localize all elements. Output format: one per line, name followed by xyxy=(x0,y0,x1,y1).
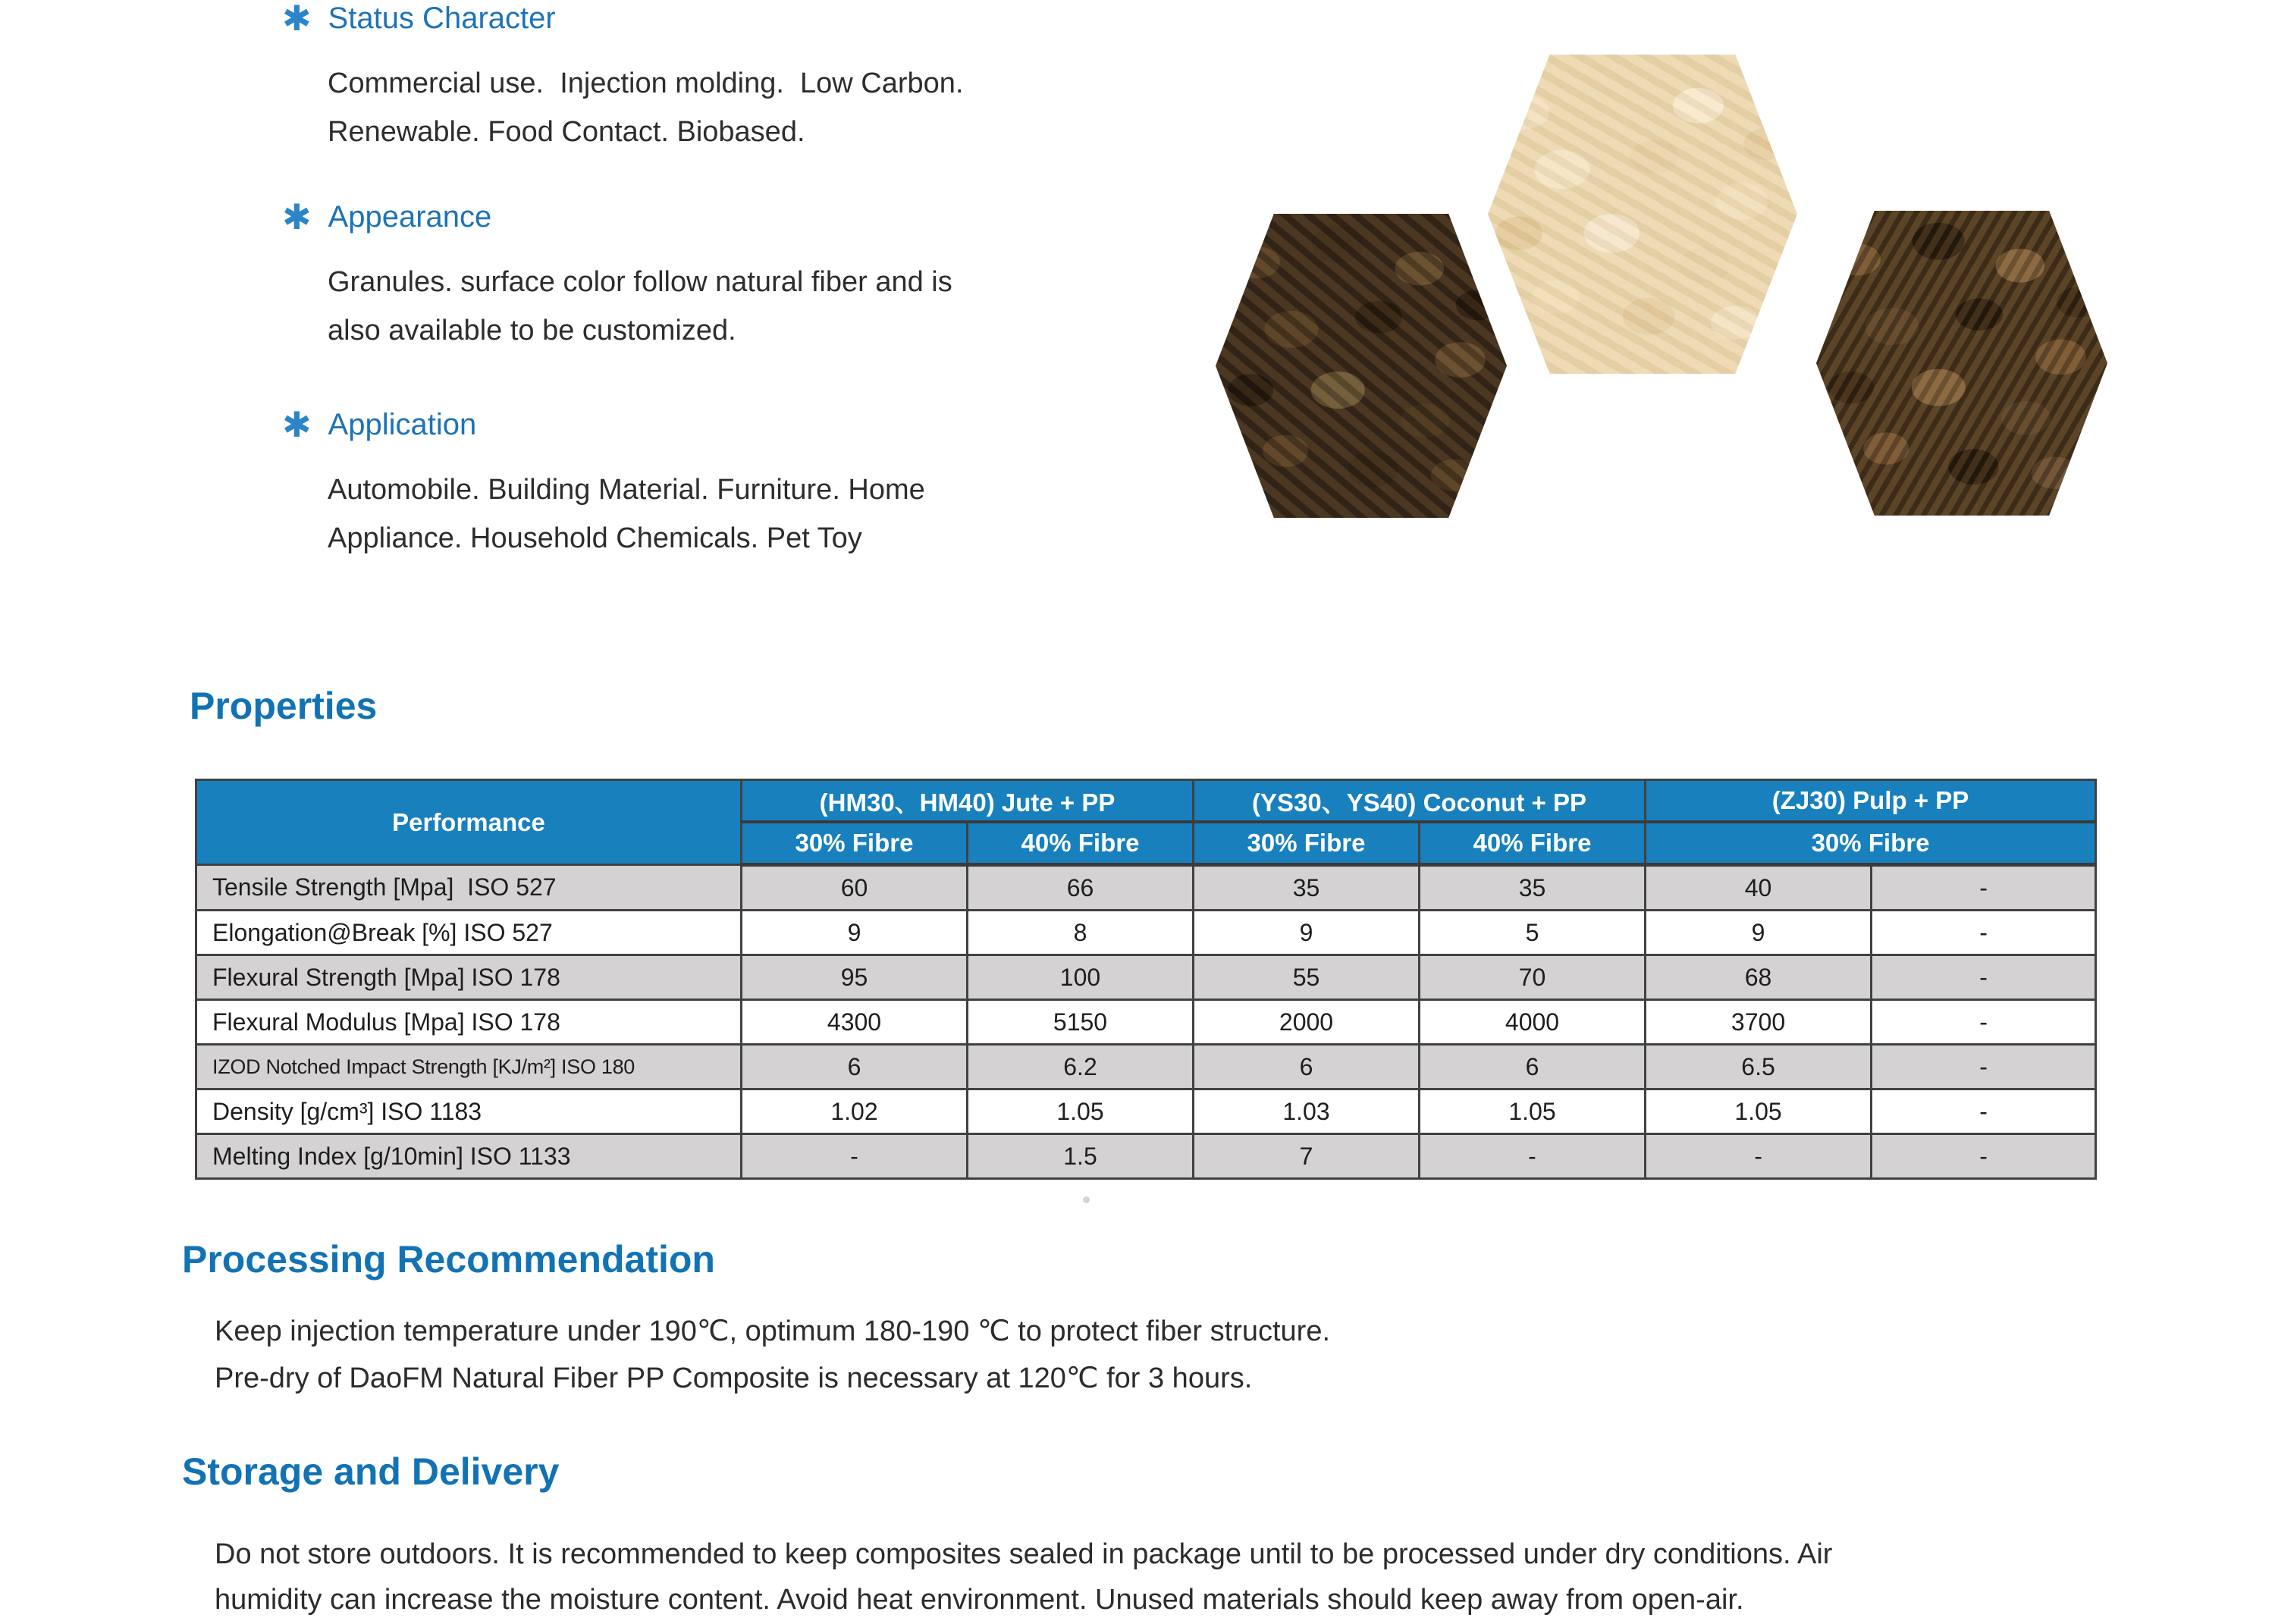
value-cell: 1.5 xyxy=(968,1134,1194,1179)
value-cell: - xyxy=(1872,1134,2096,1179)
status-character-title: Status Character xyxy=(328,2,556,35)
value-cell: 9 xyxy=(1646,911,1872,955)
body-line: Appliance. Household Chemicals. Pet Toy xyxy=(328,522,862,554)
row-label-cell: Density [g/cm³] ISO 1183 xyxy=(196,1089,742,1134)
appearance-section xyxy=(282,199,1268,355)
group-header-pulp-pp: (ZJ30) Pulp + PP xyxy=(1646,780,2096,823)
value-cell: 35 xyxy=(1194,865,1420,911)
value-cell: 1.05 xyxy=(968,1089,1194,1134)
application-heading xyxy=(282,406,1268,443)
row-label-cell: Melting Index [g/10min] ISO 1133 xyxy=(196,1134,742,1179)
value-cell: - xyxy=(1420,1134,1646,1179)
value-cell: 95 xyxy=(742,955,968,1000)
value-cell: 100 xyxy=(968,955,1194,1000)
value-cell: 6.2 xyxy=(968,1045,1194,1089)
subcol-header: 30% Fibre xyxy=(742,822,968,865)
jute-granules-photo xyxy=(1216,214,1507,518)
value-cell: 7 xyxy=(1194,1134,1420,1179)
table-row xyxy=(196,1134,2096,1179)
subcol-header: 40% Fibre xyxy=(1420,822,1646,865)
value-cell: 3700 xyxy=(1646,1000,1872,1045)
processing-recommendation-heading: Processing Recommendation xyxy=(182,1238,715,1281)
value-cell: 4000 xyxy=(1420,1000,1646,1045)
body-line: humidity can increase the moisture content. Avoid heat environment. Unused materials should keep away from open-air. xyxy=(215,1584,1744,1616)
group-header-jute-pp: (HM30、HM40) Jute + PP xyxy=(742,780,1194,823)
value-cell: - xyxy=(1872,1000,2096,1045)
status-character-section xyxy=(282,0,1268,156)
value-cell: 6 xyxy=(742,1045,968,1089)
value-cell: 5150 xyxy=(968,1000,1194,1045)
value-cell: 68 xyxy=(1646,955,1872,1000)
appearance-title: Appearance xyxy=(328,200,492,234)
subcol-header: 30% Fibre xyxy=(1646,822,2096,865)
value-cell: 40 xyxy=(1646,865,1872,911)
value-cell: 6.5 xyxy=(1646,1045,1872,1089)
body-line: Keep injection temperature under 190℃, optimum 180-190 ℃ to protect fiber structure. xyxy=(215,1315,1331,1347)
value-cell: 4300 xyxy=(742,1000,968,1045)
storage-and-delivery-heading: Storage and Delivery xyxy=(182,1450,560,1493)
value-cell: 70 xyxy=(1420,955,1646,1000)
properties-heading: Properties xyxy=(190,685,378,727)
value-cell: - xyxy=(1646,1134,1872,1179)
table-row xyxy=(196,1000,2096,1045)
body-line: also available to be customized. xyxy=(328,315,736,346)
value-cell: 1.02 xyxy=(742,1089,968,1134)
value-cell: - xyxy=(1872,955,2096,1000)
row-label-cell: Elongation@Break [%] ISO 527 xyxy=(196,911,742,955)
asterisk-bullet-icon: ✱ xyxy=(282,197,312,237)
appearance-body xyxy=(328,258,1268,355)
application-section xyxy=(282,406,1268,563)
value-cell: 1.03 xyxy=(1194,1089,1420,1134)
value-cell: - xyxy=(1872,1045,2096,1089)
value-cell: 6 xyxy=(1194,1045,1420,1089)
value-cell: 5 xyxy=(1420,911,1646,955)
body-line: Granules. surface color follow natural fiber and is xyxy=(328,266,952,298)
row-label-cell: Flexural Modulus [Mpa] ISO 178 xyxy=(196,1000,742,1045)
body-line: Automobile. Building Material. Furniture. Home xyxy=(328,474,925,506)
table-row xyxy=(196,1045,2096,1089)
status-character-heading xyxy=(282,0,1268,36)
asterisk-bullet-icon: ✱ xyxy=(282,0,312,38)
group-header-coconut-pp: (YS30、YS40) Coconut + PP xyxy=(1194,780,1646,823)
value-cell: 6 xyxy=(1420,1045,1646,1089)
body-line: Pre-dry of DaoFM Natural Fiber PP Composite is necessary at 120℃ for 3 hours. xyxy=(215,1362,1253,1394)
value-cell: - xyxy=(742,1134,968,1179)
row-label-cell: Flexural Strength [Mpa] ISO 178 xyxy=(196,955,742,1000)
scan-artifact-dot xyxy=(1083,1196,1090,1203)
value-cell: 66 xyxy=(968,865,1194,911)
coconut-fiber-granules-photo xyxy=(1816,211,2107,516)
table-corner-header: Performance xyxy=(196,780,742,865)
row-label-cell: IZOD Notched Impact Strength [KJ/m²] ISO 180 xyxy=(196,1045,742,1089)
table-group-header-row xyxy=(196,780,2096,823)
body-line: Commercial use. Injection molding. Low Carbon. xyxy=(328,67,964,99)
subcol-header: 40% Fibre xyxy=(968,822,1194,865)
value-cell: 9 xyxy=(1194,911,1420,955)
application-title: Application xyxy=(328,408,477,441)
properties-table xyxy=(195,779,2097,1180)
table-row xyxy=(196,1089,2096,1134)
asterisk-bullet-icon: ✱ xyxy=(282,405,312,444)
value-cell: 2000 xyxy=(1194,1000,1420,1045)
value-cell: 1.05 xyxy=(1646,1089,1872,1134)
value-cell: 1.05 xyxy=(1420,1089,1646,1134)
value-cell: 60 xyxy=(742,865,968,911)
pulp-granules-photo xyxy=(1488,55,1797,374)
row-label-cell: Tensile Strength [Mpa] ISO 527 xyxy=(196,865,742,911)
table-row xyxy=(196,911,2096,955)
processing-recommendation-body xyxy=(215,1308,1330,1402)
subcol-header: 30% Fibre xyxy=(1194,822,1420,865)
value-cell: 35 xyxy=(1420,865,1646,911)
table-row xyxy=(196,955,2096,1000)
table-row xyxy=(196,865,2096,911)
value-cell: - xyxy=(1872,1089,2096,1134)
value-cell: 9 xyxy=(742,911,968,955)
storage-and-delivery-body xyxy=(215,1532,1832,1622)
value-cell: 55 xyxy=(1194,955,1420,1000)
status-character-body xyxy=(328,59,1268,156)
value-cell: - xyxy=(1872,911,2096,955)
value-cell: 8 xyxy=(968,911,1194,955)
appearance-heading xyxy=(282,199,1268,235)
body-line: Do not store outdoors. It is recommended to keep composites sealed in package until to be processed under dry conditions. Air xyxy=(215,1538,1833,1570)
value-cell: - xyxy=(1872,865,2096,911)
body-line: Renewable. Food Contact. Biobased. xyxy=(328,116,805,148)
application-body xyxy=(328,466,1268,563)
